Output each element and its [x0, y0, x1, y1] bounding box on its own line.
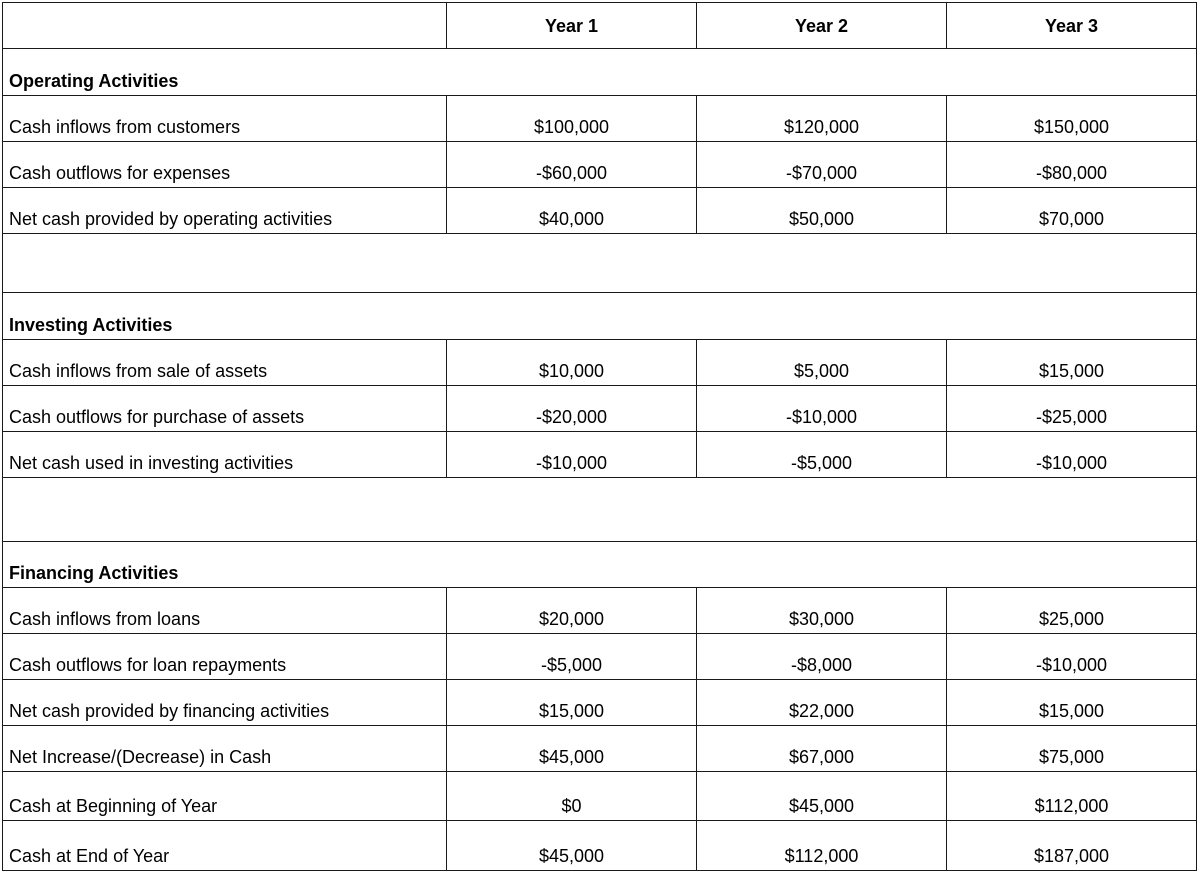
row-value-year-2: $30,000	[697, 588, 947, 634]
row-label: Cash inflows from sale of assets	[3, 340, 447, 386]
spacer-cell	[947, 478, 1197, 542]
table-row	[3, 588, 1197, 634]
row-label: Net cash provided by financing activities	[3, 680, 447, 726]
row-value-year-3: $75,000	[947, 726, 1197, 772]
spacer-row	[3, 478, 1197, 542]
row-label: Cash outflows for loan repayments	[3, 634, 447, 680]
table-row	[3, 432, 1197, 478]
row-value-year-2: -$10,000	[697, 386, 947, 432]
row-value-year-3: -$80,000	[947, 142, 1197, 188]
section-title-financing: Financing Activities	[3, 542, 447, 588]
row-value-year-1: -$10,000	[447, 432, 697, 478]
row-value-year-3: $15,000	[947, 340, 1197, 386]
row-value-year-1: $45,000	[447, 726, 697, 772]
row-value-year-3: $150,000	[947, 96, 1197, 142]
row-value-year-2: $120,000	[697, 96, 947, 142]
row-value-year-3: -$25,000	[947, 386, 1197, 432]
table-row	[3, 821, 1197, 871]
header-year-1: Year 1	[447, 3, 697, 49]
row-label: Cash inflows from loans	[3, 588, 447, 634]
row-value-year-2: $22,000	[697, 680, 947, 726]
row-value-year-3: $112,000	[947, 772, 1197, 821]
section-row-financing	[3, 542, 1197, 588]
row-value-year-3: -$10,000	[947, 432, 1197, 478]
spacer-cell	[3, 234, 447, 293]
header-year-2: Year 2	[697, 3, 947, 49]
row-value-year-1: $15,000	[447, 680, 697, 726]
row-value-year-3: $25,000	[947, 588, 1197, 634]
section-title-operating: Operating Activities	[3, 49, 447, 96]
spacer-cell	[3, 478, 447, 542]
row-value-year-3: $70,000	[947, 188, 1197, 234]
row-value-year-3: $187,000	[947, 821, 1197, 871]
row-value-year-1: $40,000	[447, 188, 697, 234]
row-value-year-1: $20,000	[447, 588, 697, 634]
row-value-year-3: $15,000	[947, 680, 1197, 726]
table-row	[3, 96, 1197, 142]
table-row	[3, 680, 1197, 726]
section-empty	[447, 293, 1197, 340]
row-label: Net cash used in investing activities	[3, 432, 447, 478]
table-row	[3, 142, 1197, 188]
row-label: Cash at End of Year	[3, 821, 447, 871]
row-value-year-2: -$8,000	[697, 634, 947, 680]
spacer-cell	[697, 478, 947, 542]
row-label: Net cash provided by operating activities	[3, 188, 447, 234]
section-title-investing: Investing Activities	[3, 293, 447, 340]
spacer-cell	[947, 234, 1197, 293]
row-value-year-1: $45,000	[447, 821, 697, 871]
row-value-year-2: $45,000	[697, 772, 947, 821]
header-year-3: Year 3	[947, 3, 1197, 49]
table-row	[3, 634, 1197, 680]
row-value-year-1: -$60,000	[447, 142, 697, 188]
row-value-year-2: $50,000	[697, 188, 947, 234]
row-value-year-2: $112,000	[697, 821, 947, 871]
cash-flow-table	[2, 2, 1197, 871]
row-label: Cash outflows for purchase of assets	[3, 386, 447, 432]
row-value-year-1: -$5,000	[447, 634, 697, 680]
row-value-year-1: -$20,000	[447, 386, 697, 432]
row-value-year-2: $5,000	[697, 340, 947, 386]
spacer-row	[3, 234, 1197, 293]
spacer-cell	[447, 234, 697, 293]
row-value-year-2: -$5,000	[697, 432, 947, 478]
row-value-year-1: $100,000	[447, 96, 697, 142]
section-empty	[447, 542, 1197, 588]
table-row	[3, 340, 1197, 386]
table-row	[3, 386, 1197, 432]
row-label: Net Increase/(Decrease) in Cash	[3, 726, 447, 772]
row-value-year-1: $0	[447, 772, 697, 821]
row-label: Cash inflows from customers	[3, 96, 447, 142]
row-value-year-3: -$10,000	[947, 634, 1197, 680]
spacer-cell	[447, 478, 697, 542]
table-row	[3, 188, 1197, 234]
row-label: Cash outflows for expenses	[3, 142, 447, 188]
spacer-cell	[697, 234, 947, 293]
section-empty	[447, 49, 1197, 96]
section-row-investing	[3, 293, 1197, 340]
row-value-year-2: -$70,000	[697, 142, 947, 188]
table-row	[3, 726, 1197, 772]
section-row-operating	[3, 49, 1197, 96]
header-row	[3, 3, 1197, 49]
header-label-cell	[3, 3, 447, 49]
row-value-year-1: $10,000	[447, 340, 697, 386]
table-row	[3, 772, 1197, 821]
row-value-year-2: $67,000	[697, 726, 947, 772]
row-label: Cash at Beginning of Year	[3, 772, 447, 821]
